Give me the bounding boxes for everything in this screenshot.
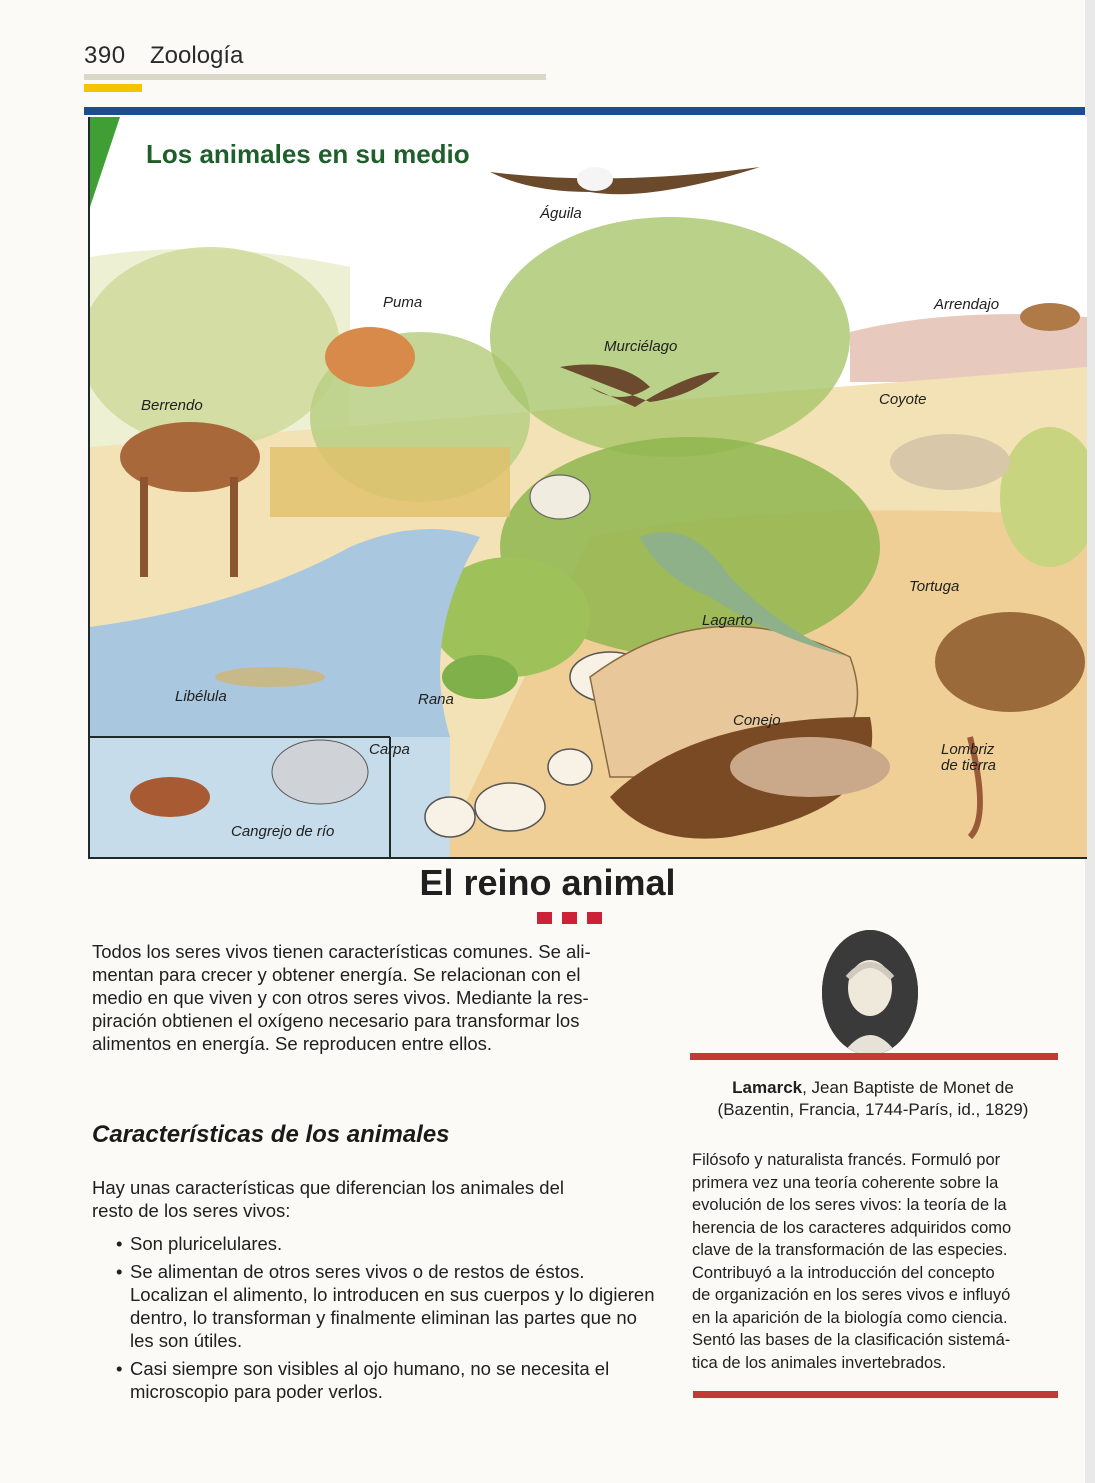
- puma-shape: [325, 327, 415, 387]
- bio-line: evolución de los seres vivos: la teoría de la: [692, 1196, 1007, 1214]
- intro-line: Todos los seres vivos tienen características comunes. Se ali-: [92, 941, 591, 962]
- scientist-bio: [692, 1149, 1058, 1374]
- bio-line: tica de los animales invertebrados.: [692, 1353, 947, 1372]
- label-de-tierra: de tierra: [941, 757, 997, 774]
- rabbit-shape: [730, 737, 890, 797]
- intro-paragraph: [92, 940, 662, 1055]
- intro-line: medio en que viven y con otros seres vivos. Mediante la res-: [92, 987, 589, 1008]
- header-rule: [84, 74, 546, 80]
- header-accent-bar: [84, 84, 142, 92]
- coyote-shape: [890, 434, 1010, 490]
- portrait-drawing: [822, 930, 918, 1055]
- scientist-name: Lamarck: [732, 1078, 803, 1097]
- section-header: Zoología: [150, 42, 244, 69]
- bio-line: clave de la transformación de las especies.: [692, 1241, 1008, 1259]
- page-title: El reino animal: [419, 862, 676, 903]
- label-lombriz: Lombriz: [941, 741, 995, 758]
- label-murcielago: Murciélago: [604, 338, 678, 355]
- sidebar-bottom-bar: [693, 1391, 1058, 1398]
- label-conejo: Conejo: [733, 712, 781, 729]
- page-number: 390: [84, 42, 126, 69]
- label-coyote: Coyote: [879, 391, 927, 408]
- jay-shape: [1020, 303, 1080, 331]
- list-item: • Son pluricelulares.: [116, 1232, 662, 1255]
- label-puma: Puma: [383, 294, 423, 311]
- label-berrendo: Berrendo: [141, 397, 203, 414]
- turtle-shape: [935, 612, 1085, 712]
- title-ornament-2: [562, 912, 577, 924]
- bio-line: de organización en los seres vivos e influyó: [692, 1286, 1011, 1304]
- scientist-name-rest: , Jean Baptiste de Monet de: [802, 1078, 1014, 1097]
- illustration-title: Los animales en su medio: [146, 139, 470, 169]
- list-item: • Casi siempre son visibles al ojo humano, no se necesita el microscopio para poder verlos.: [116, 1357, 662, 1403]
- title-ornament-3: [587, 912, 602, 924]
- section-body: [92, 1176, 662, 1222]
- label-cangrejo: Cangrejo de río: [231, 823, 335, 840]
- top-blue-band: [84, 107, 1085, 115]
- intro-line: piración obtienen el oxígeno necesario para transformar los: [92, 1010, 580, 1031]
- section-title: Características de los animales: [92, 1121, 450, 1148]
- label-libelula: Libélula: [175, 688, 227, 705]
- title-ornament-1: [537, 912, 552, 924]
- bio-line: Contribuyó a la introducción del concepto: [692, 1263, 995, 1282]
- dragonfly-shape: [215, 667, 325, 687]
- label-arrendajo: Arrendajo: [934, 296, 1000, 313]
- list-item: • Se alimentan de otros seres vivos o de restos de éstos. Localizan el alimento, lo introducen en sus cuerpos y lo digieren dentro, lo transforman y finalmente eliminan las partes que no les son útiles.: [116, 1260, 662, 1352]
- crayfish-shape: [130, 777, 210, 817]
- carp-shape: [272, 740, 368, 804]
- bio-line: primera vez una teoría coherente sobre la: [692, 1173, 999, 1192]
- habitat-illustration: [88, 117, 1087, 859]
- habitat-scene: [90, 117, 1087, 857]
- sidebar-top-bar: [690, 1053, 1058, 1060]
- label-aguila: Águila: [540, 205, 582, 222]
- lamarck-portrait: [822, 930, 918, 1055]
- scientist-origin: (Bazentin, Francia, 1744-París, id., 1829): [717, 1100, 1029, 1119]
- label-lagarto: Lagarto: [702, 612, 753, 629]
- label-rana: Rana: [418, 691, 454, 708]
- portrait-caption: [688, 1077, 1058, 1121]
- body-line: Hay unas características que diferencian los animales del: [92, 1177, 564, 1198]
- intro-line: alimentos en energía. Se reproducen entre ellos.: [92, 1033, 493, 1054]
- body-line: resto de los seres vivos:: [92, 1200, 291, 1221]
- bio-line: herencia de los caracteres adquiridos como: [692, 1218, 1012, 1237]
- bio-line: Filósofo y naturalista francés. Formuló por: [692, 1151, 1001, 1169]
- intro-line: mentan para crecer y obtener energía. Se relacionan con el: [92, 964, 581, 985]
- label-carpa: Carpa: [369, 741, 410, 758]
- bio-line: Sentó las bases de la clasificación sistemá-: [692, 1331, 1011, 1349]
- label-tortuga: Tortuga: [909, 578, 960, 595]
- bio-line: en la aparición de la biología como ciencia.: [692, 1308, 1008, 1327]
- characteristics-list: [116, 1232, 662, 1408]
